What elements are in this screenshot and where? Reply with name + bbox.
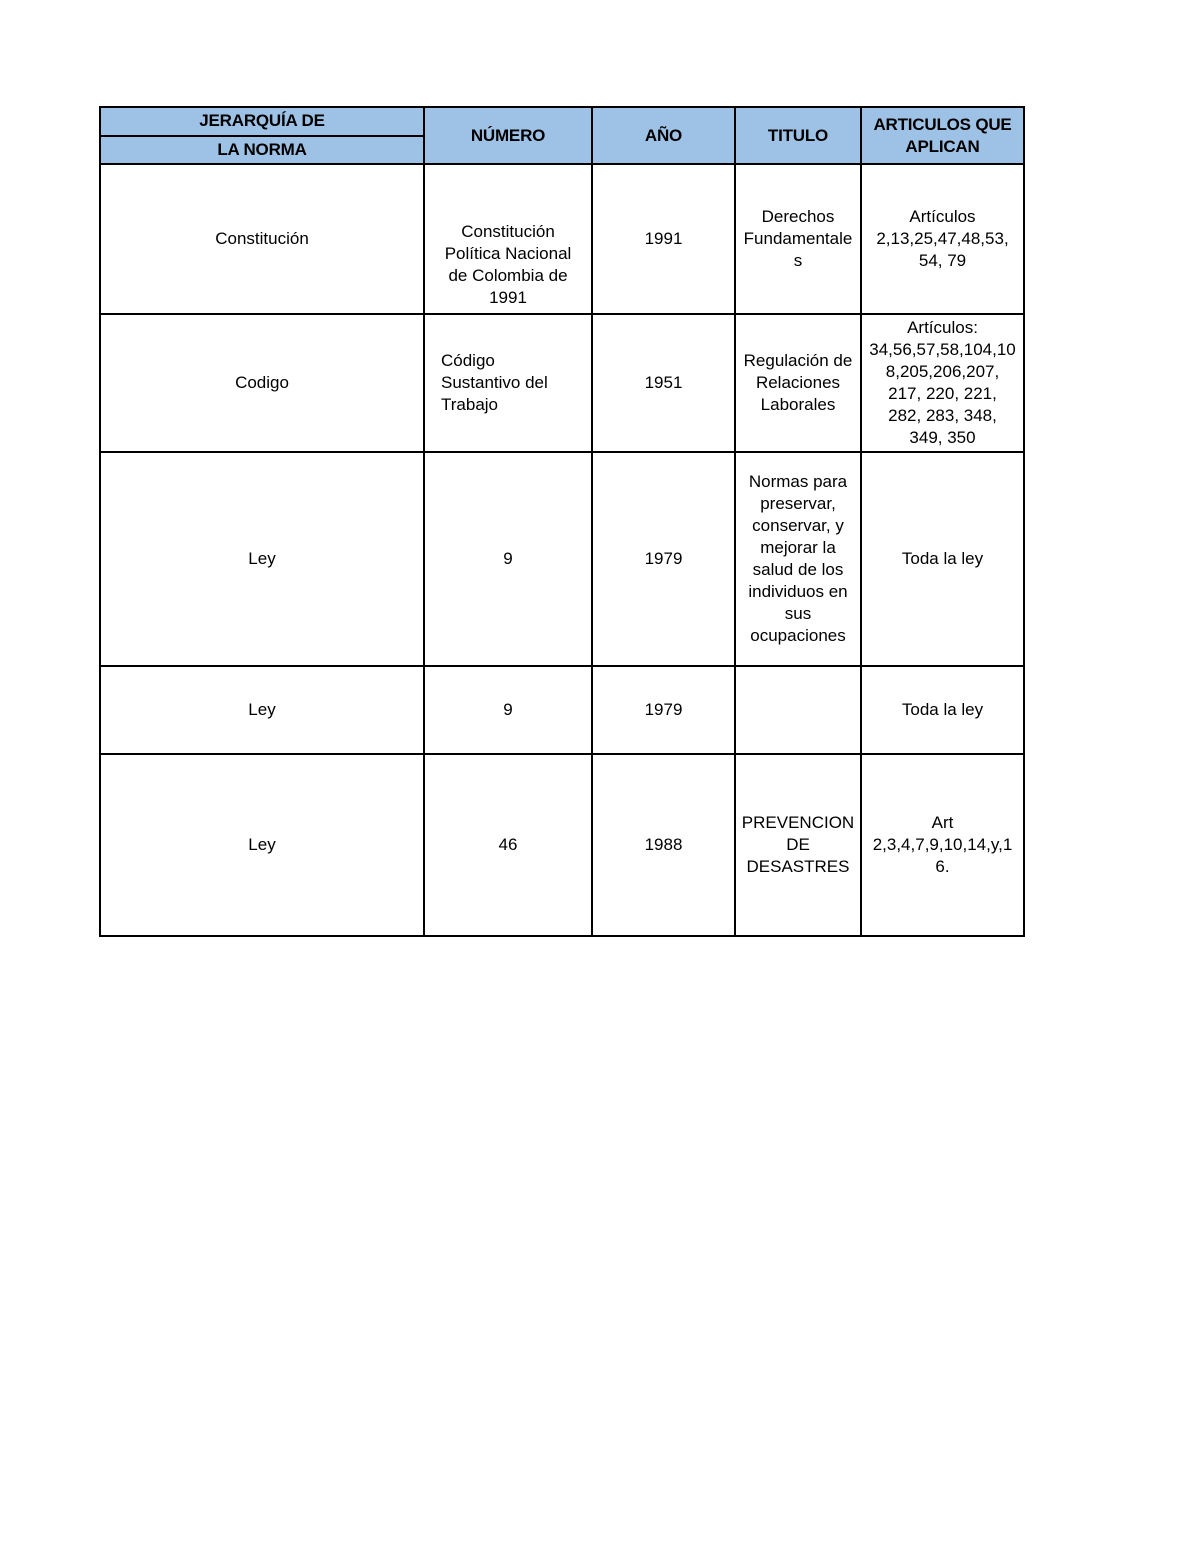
header-titulo: TITULO xyxy=(735,107,861,164)
cell-numero: Constitución Política Nacional de Colombia de 1991 xyxy=(424,164,592,314)
legal-norms-table xyxy=(99,106,1025,937)
table-header-row xyxy=(100,107,1024,164)
cell-numero: 9 xyxy=(424,452,592,666)
cell-jerarquia: Ley xyxy=(100,754,424,936)
header-jerarquia-line2: LA NORMA xyxy=(101,135,423,164)
header-numero: NÚMERO xyxy=(424,107,592,164)
table-row xyxy=(100,164,1024,314)
cell-anio: 1988 xyxy=(592,754,735,936)
header-jerarquia xyxy=(100,107,424,164)
table-row xyxy=(100,754,1024,936)
header-articulos: ARTICULOS QUE APLICAN xyxy=(861,107,1024,164)
cell-articulos: Toda la ley xyxy=(861,452,1024,666)
table-row xyxy=(100,666,1024,754)
cell-anio: 1991 xyxy=(592,164,735,314)
cell-titulo: PREVENCION DE DESASTRES xyxy=(735,754,861,936)
cell-anio: 1979 xyxy=(592,666,735,754)
cell-articulos: Toda la ley xyxy=(861,666,1024,754)
cell-numero: 9 xyxy=(424,666,592,754)
cell-anio: 1951 xyxy=(592,314,735,452)
cell-titulo xyxy=(735,666,861,754)
cell-numero: 46 xyxy=(424,754,592,936)
header-anio: AÑO xyxy=(592,107,735,164)
cell-numero: Código Sustantivo del Trabajo xyxy=(424,314,592,452)
cell-articulos: Artículos 2,13,25,47,48,53, 54, 79 xyxy=(861,164,1024,314)
cell-anio: 1979 xyxy=(592,452,735,666)
header-jerarquia-line1: JERARQUÍA DE xyxy=(199,111,325,131)
table-row xyxy=(100,314,1024,452)
cell-titulo: Regulación de Relaciones Laborales xyxy=(735,314,861,452)
cell-titulo: Derechos Fundamentale s xyxy=(735,164,861,314)
cell-articulos: Art 2,3,4,7,9,10,14,y,1 6. xyxy=(861,754,1024,936)
cell-jerarquia: Ley xyxy=(100,666,424,754)
cell-jerarquia: Codigo xyxy=(100,314,424,452)
cell-jerarquia: Constitución xyxy=(100,164,424,314)
cell-jerarquia: Ley xyxy=(100,452,424,666)
cell-titulo: Normas para preservar, conservar, y mejorar la salud de los individuos en sus ocupaciones xyxy=(735,452,861,666)
table-row xyxy=(100,452,1024,666)
cell-articulos: Artículos: 34,56,57,58,104,10 8,205,206,207, 217, 220, 221, 282, 283, 348, 349, 350 xyxy=(861,314,1024,452)
